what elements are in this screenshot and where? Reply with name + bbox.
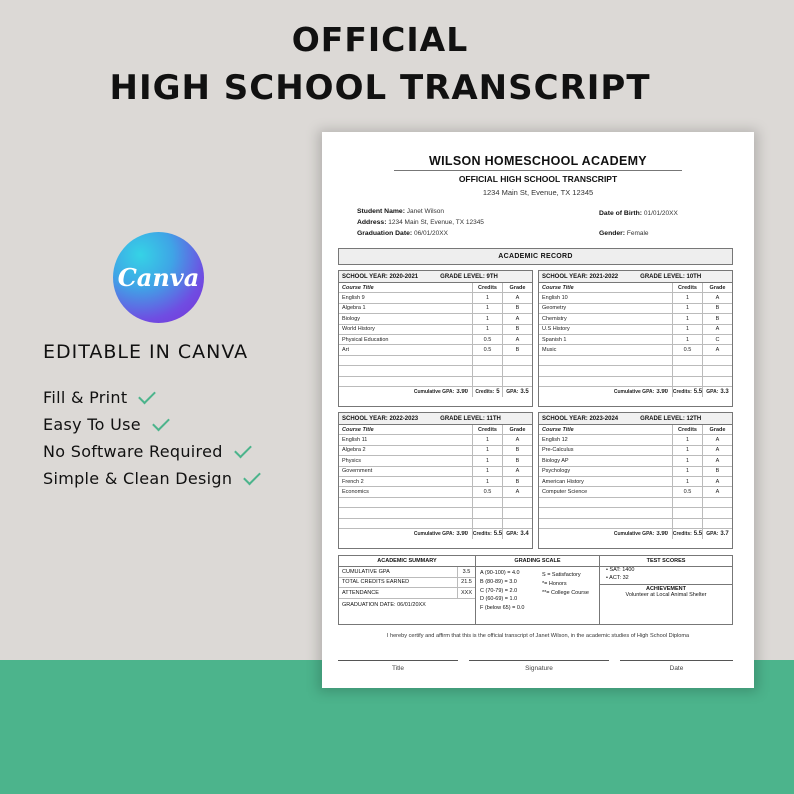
course-row: Algebra 2 1 B (339, 446, 532, 456)
empty-row (539, 366, 732, 376)
course-row: Chemistry 1 B (539, 314, 732, 324)
course-row: Music 0.5 A (539, 345, 732, 355)
course-row: Psychology 1 B (539, 467, 732, 477)
course-row: Spanish 1 1 C (539, 335, 732, 345)
column-header-row: Course Title Credits Grade (539, 425, 732, 435)
feature-item: Fill & Print (43, 384, 260, 411)
date-label: Date (669, 665, 684, 672)
signature-label: Signature (525, 665, 553, 672)
title-line (338, 660, 458, 661)
checkmark-icon (152, 414, 170, 432)
empty-row (539, 377, 732, 387)
student-name: Student Name: Janet Wilson (357, 208, 444, 215)
canva-logo (113, 232, 204, 323)
date-of-birth: Date of Birth: 01/01/20XX (599, 210, 678, 217)
course-row: Economics 0.5 A (339, 487, 532, 497)
course-row: Biology AP 1 A (539, 456, 732, 466)
course-row: U.S History 1 A (539, 325, 732, 335)
academic-record-header: ACADEMIC RECORD (338, 248, 733, 265)
checkmark-icon (243, 468, 261, 486)
test-scores: TEST SCORES • SAT: 1400 • ACT: 32 ACHIEVEMENT Volunteer at Local Animal Shelter (600, 556, 732, 624)
course-row: Physics 1 B (339, 456, 532, 466)
feature-item: Simple & Clean Design (43, 465, 260, 492)
course-row: Pre-Calculus 1 A (539, 446, 732, 456)
summary-section (338, 555, 733, 625)
course-row: Computer Science 0.5 A (539, 487, 732, 497)
certification-statement: I hereby certify and affirm that this is the official transcript of Janet Wilson, in the academic studies of High School Diploma (386, 633, 690, 639)
empty-row (339, 519, 532, 529)
course-row: English 9 1 A (339, 293, 532, 303)
student-address: Address: 1234 Main St, Evenue, TX 12345 (357, 219, 484, 226)
year-header: SCHOOL YEAR: 2021-2022 GRADE LEVEL: 10TH (539, 271, 732, 283)
year-footer: Cumulative GPA: 3.90 Credits: 5.5 GPA: 3.3 (539, 387, 732, 397)
year-footer: Cumulative GPA: 3.90 Credits: 5.5 GPA: 3.4 (339, 529, 532, 539)
course-row: English 10 1 A (539, 293, 732, 303)
school-year-table (538, 412, 733, 549)
course-row: French 2 1 B (339, 477, 532, 487)
course-row: Geometry 1 B (539, 304, 732, 314)
gender: Gender: Female (599, 230, 649, 237)
transcript-document (322, 132, 754, 688)
course-row: Algebra 1 1 B (339, 304, 532, 314)
year-footer: Cumulative GPA: 3.90 Credits: 5 GPA: 3.5 (339, 387, 532, 397)
empty-row (339, 356, 532, 366)
school-address: 1234 Main St, Evenue, TX 12345 (482, 188, 594, 197)
school-name: WILSON HOMESCHOOL ACADEMY (429, 154, 647, 168)
column-header-row: Course Title Credits Grade (539, 283, 732, 293)
year-footer: Cumulative GPA: 3.90 Credits: 5.5 GPA: 3.7 (539, 529, 732, 539)
course-row: English 12 1 A (539, 435, 732, 445)
empty-row (539, 356, 732, 366)
title-rule (394, 170, 682, 171)
signature-line (469, 660, 609, 661)
date-line (620, 660, 733, 661)
transcript-subtitle: OFFICIAL HIGH SCHOOL TRANSCRIPT (458, 174, 618, 184)
empty-row (339, 508, 532, 518)
course-row: World History 1 B (339, 325, 532, 335)
empty-row (539, 498, 732, 508)
course-row: English 11 1 A (339, 435, 532, 445)
feature-item: No Software Required (43, 438, 260, 465)
course-row: Government 1 A (339, 467, 532, 477)
course-row: American History 1 A (539, 477, 732, 487)
headline-line1: OFFICIAL (291, 20, 469, 59)
course-row: Physical Education 0.5 A (339, 335, 532, 345)
year-header: SCHOOL YEAR: 2020-2021 GRADE LEVEL: 9TH (339, 271, 532, 283)
title-label: Title (391, 665, 405, 672)
school-year-table (538, 270, 733, 407)
course-row: Art 0.5 B (339, 345, 532, 355)
empty-row (339, 498, 532, 508)
empty-row (339, 377, 532, 387)
school-year-table (338, 412, 533, 549)
empty-row (539, 519, 732, 529)
feature-item: Easy To Use (43, 411, 260, 438)
graduation-date: Graduation Date: 06/01/20XX (357, 230, 448, 237)
checkmark-icon (234, 441, 252, 459)
headline-line2: HIGH SCHOOL TRANSCRIPT (109, 68, 651, 108)
checkmark-icon (139, 387, 157, 405)
year-header: SCHOOL YEAR: 2023-2024 GRADE LEVEL: 12TH (539, 413, 732, 425)
column-header-row: Course Title Credits Grade (339, 283, 532, 293)
course-row: Biology 1 A (339, 314, 532, 324)
feature-list (43, 384, 260, 492)
empty-row (539, 508, 732, 518)
school-year-table (338, 270, 533, 407)
canva-logo-text: Canva (117, 263, 200, 292)
editable-label: EDITABLE IN CANVA (43, 341, 249, 363)
academic-summary: ACADEMIC SUMMARY CUMULATIVE GPA 3.5 TOTAL CREDITS EARNED 21.5 ATTENDANCE XXX GRADUATION DATE: 06/01/20XX (339, 556, 476, 624)
column-header-row: Course Title Credits Grade (339, 425, 532, 435)
year-header: SCHOOL YEAR: 2022-2023 GRADE LEVEL: 11TH (339, 413, 532, 425)
empty-row (339, 366, 532, 376)
grading-scale: GRADING SCALE A (90-100) = 4.0 B (80-89) = 3.0 C (70-79) = 2.0 D (60-69) = 1.0 F (below 65) = 0.0 S = Satisfactory *= Honors **= College Course (476, 556, 600, 624)
